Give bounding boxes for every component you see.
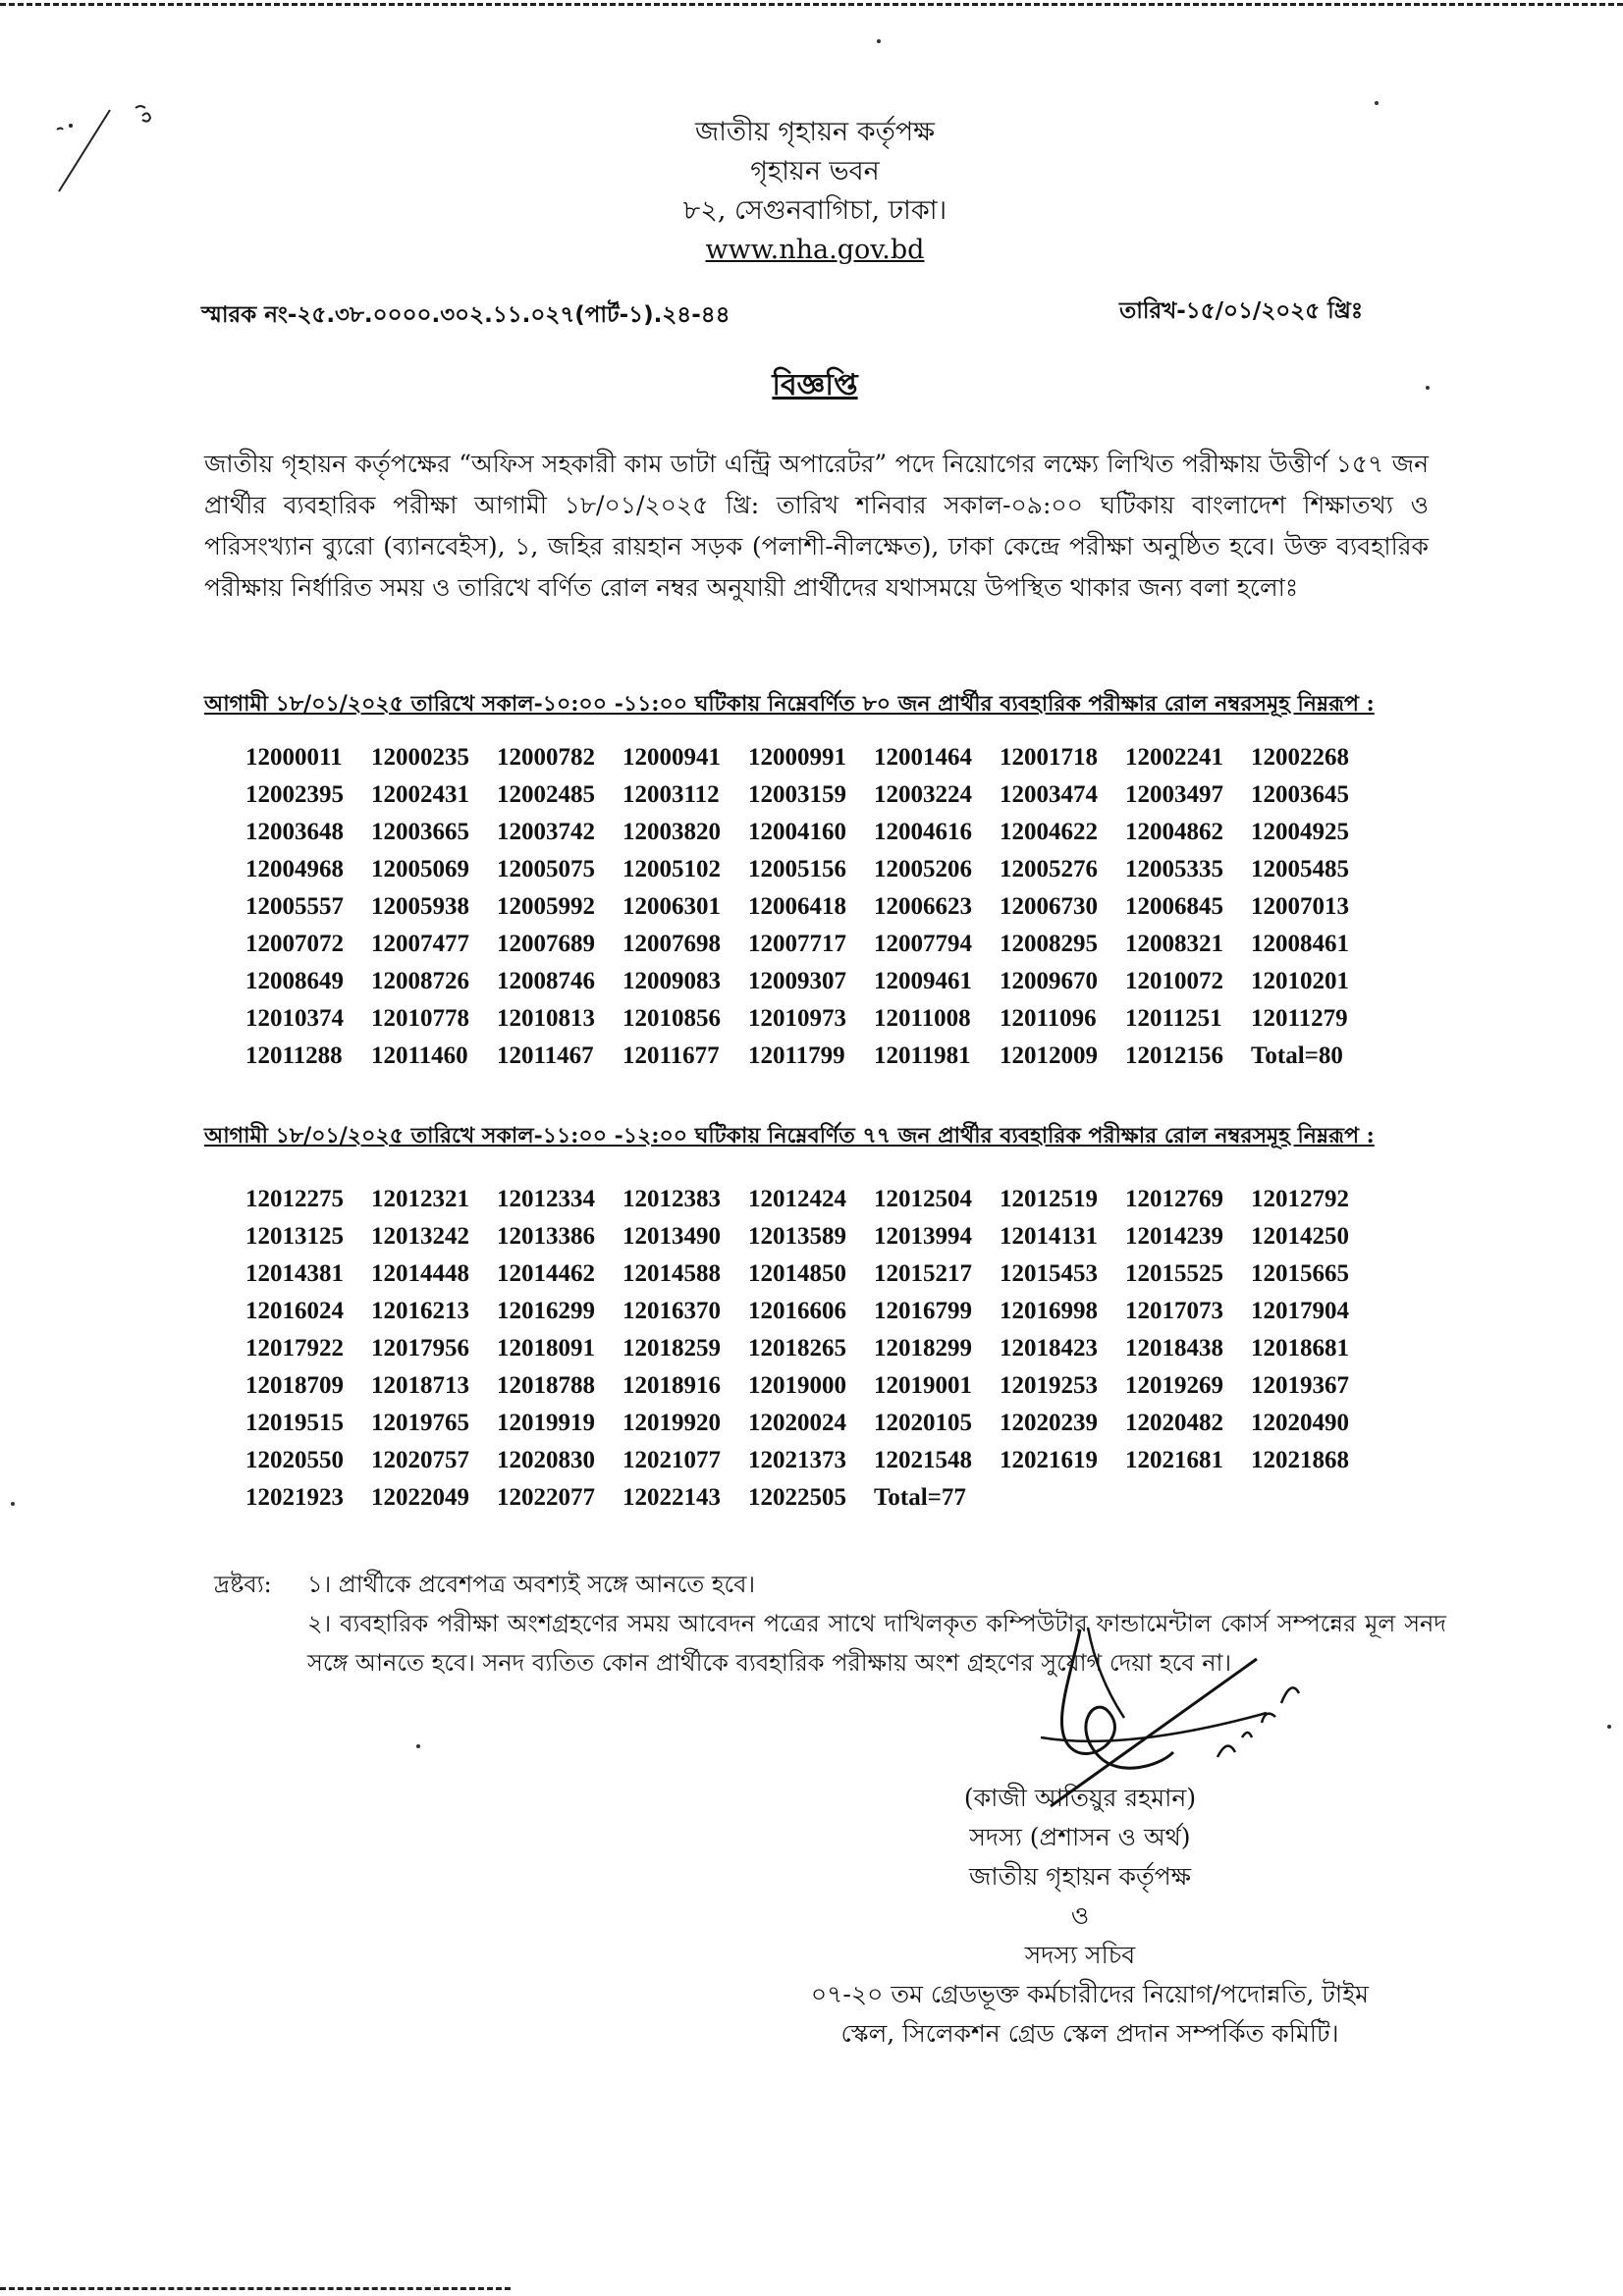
roll-number: 12021923: [245, 1484, 344, 1511]
section1-heading: আগামী ১৮/০১/২০২৫ তারিখে সকাল-১০:০০ -১১:০০ ঘটিকায় নিম্নেবর্ণিত ৮০ জন প্রার্থীর ব্যবহারিক পরীক্ষার রোল নম্বরসমূহ নিম্নরূপ :: [204, 691, 1375, 717]
roll-number: 12015525: [1125, 1260, 1223, 1287]
margin-scribble-mark: [49, 98, 167, 206]
roll-number: 12010856: [622, 1005, 721, 1032]
roll-number: 12011799: [748, 1042, 845, 1069]
roll-number: 12014239: [1125, 1223, 1223, 1250]
roll-number: 12003645: [1251, 781, 1349, 808]
roll-number: 12016370: [622, 1298, 721, 1324]
roll-number: 12018713: [371, 1372, 469, 1399]
roll-number: 12021077: [622, 1447, 721, 1473]
roll-number: 12018709: [245, 1372, 344, 1399]
roll-number: 12011279: [1251, 1005, 1348, 1032]
roll-number: 12021619: [1000, 1447, 1098, 1473]
roll-number: 12011096: [1000, 1005, 1097, 1032]
roll-number: 12003665: [371, 819, 469, 845]
roll-number: 12014131: [1000, 1223, 1098, 1250]
roll-number: 12017922: [245, 1335, 344, 1362]
committee-name: [785, 1975, 1394, 2054]
roll-number: 12018788: [497, 1372, 595, 1399]
roll-number: 12011008: [874, 1005, 971, 1032]
roll-number: 12008726: [371, 968, 469, 994]
roll-number: 12002431: [371, 781, 469, 808]
roll-number: 12019001: [874, 1372, 972, 1399]
roll-number: 12010778: [371, 1005, 469, 1032]
intro-paragraph: জাতীয় গৃহায়ন কর্তৃপক্ষের “অফিস সহকারী কাম ডাটা এন্ট্রি অপারেটর” পদে নিয়োগের লক্ষ্যে লিখিত পরীক্ষায় উত্তীর্ণ ১৫৭ জন প্রার্থীর ব্যবহারিক পরীক্ষা আগামী ১৮/০১/২০২৫ খ্রি: তারিখ শনিবার সকাল-০৯:০০ ঘটিকায় বাংলাদেশ শিক্ষাতথ্য ও পরিসংখ্যান ব্যুরো (ব্যানবেইস), ১, জহির রায়হান সড়ক (পলাশী-নীলক্ষেত), ঢাকা কেন্দ্রে পরীক্ষা অনুষ্ঠিত হবে। উক্ত ব্যবহারিক পরীক্ষায় নির্ধারিত সময় ও তারিখে বর্ণিত রোল নম্বর অনুযায়ী প্রার্থীদের যথাসময়ে উপস্থিত থাকার জন্য বলা হলোঃ: [204, 450, 1429, 602]
notice-date: তারিখ-১৫/০১/২০২৫ খ্রিঃ: [1119, 298, 1364, 324]
roll-number: 12016799: [874, 1298, 972, 1324]
roll-number: 12001464: [874, 744, 972, 771]
roll-number: 12007072: [245, 931, 344, 957]
roll-number: 12005485: [1251, 856, 1349, 882]
roll-number: 12019253: [1000, 1372, 1098, 1399]
roll-number: 12017904: [1251, 1298, 1349, 1324]
roll-number: 12020757: [371, 1447, 469, 1473]
roll-number: 12004160: [748, 819, 846, 845]
roll-number: 12003474: [1000, 781, 1098, 808]
roll-number: 12006623: [874, 893, 972, 920]
roll-number: 12012383: [622, 1186, 721, 1212]
roll-number: 12004862: [1125, 819, 1223, 845]
scan-speck: [877, 39, 881, 43]
roll-number: 12009461: [874, 968, 972, 994]
roll-number: 12012156: [1125, 1042, 1223, 1069]
roll-number: 12022049: [371, 1484, 469, 1511]
roll-number: 12021681: [1125, 1447, 1223, 1473]
roll-number: 12018423: [1000, 1335, 1098, 1362]
roll-number: 12008649: [245, 968, 344, 994]
roll-number: 12007698: [622, 931, 721, 957]
roll-number: 12004925: [1251, 819, 1349, 845]
scan-speck: [1426, 386, 1430, 390]
roll-number: 12012424: [748, 1186, 846, 1212]
roll-number: 12022077: [497, 1484, 595, 1511]
roll-number: 12010813: [497, 1005, 595, 1032]
signatory-org: জাতীয় গৃহায়ন কর্তৃপক্ষ: [968, 1862, 1192, 1891]
section2-roll-list: [245, 1183, 1384, 1515]
roll-number: 12012792: [1251, 1186, 1349, 1212]
roll-number: 12014381: [245, 1260, 344, 1287]
roll-number: 12007013: [1251, 893, 1349, 920]
roll-number: 12000782: [497, 744, 595, 771]
roll-number: 12008295: [1000, 931, 1098, 957]
roll-number: 12006730: [1000, 893, 1098, 920]
roll-number: 12014850: [748, 1260, 846, 1287]
roll-number: 12012504: [874, 1186, 972, 1212]
roll-number: 12019920: [622, 1410, 721, 1436]
roll-number: 12019269: [1125, 1372, 1223, 1399]
scan-speck: [11, 1502, 15, 1506]
note-item-1: ১। প্রার্থীকে প্রবেশপত্র অবশ্যই সঙ্গে আনতে হবে।: [307, 1571, 756, 1598]
roll-number: 12005156: [748, 856, 846, 882]
roll-number: 12022505: [748, 1484, 846, 1511]
roll-total: Total=80: [1251, 1042, 1343, 1069]
roll-number: 12016299: [497, 1298, 595, 1324]
roll-number: 12022143: [622, 1484, 721, 1511]
roll-number: 12018091: [497, 1335, 595, 1362]
roll-number: 12008321: [1125, 931, 1223, 957]
roll-number: 12021868: [1251, 1447, 1349, 1473]
roll-number: 12009083: [622, 968, 721, 994]
roll-number: 12011981: [874, 1042, 971, 1069]
section2-heading: আগামী ১৮/০১/২০২৫ তারিখে সকাল-১১:০০ -১২:০০ ঘটিকায় নিম্নেবর্ণিত ৭৭ জন প্রার্থীর ব্যবহারিক পরীক্ষার রোল নম্বরসমূহ নিম্নরূপ :: [204, 1123, 1375, 1148]
roll-number: 12003820: [622, 819, 721, 845]
signature-block: [844, 1779, 1316, 1975]
roll-number: 12000235: [371, 744, 469, 771]
roll-number: 12014588: [622, 1260, 721, 1287]
roll-number: 12005102: [622, 856, 721, 882]
roll-number: 12015453: [1000, 1260, 1098, 1287]
roll-number: 12016024: [245, 1298, 344, 1324]
roll-number: 12018916: [622, 1372, 721, 1399]
roll-number: 12006418: [748, 893, 846, 920]
roll-number: 12004616: [874, 819, 972, 845]
roll-number: 12016213: [371, 1298, 469, 1324]
committee-line-2: স্কেল, সিলেকশন গ্রেড স্কেল প্রদান সম্পর্কিত কমিটি।: [840, 2019, 1339, 2048]
roll-number: 12012321: [371, 1186, 469, 1212]
roll-number: 12016998: [1000, 1298, 1098, 1324]
roll-number: 12005069: [371, 856, 469, 882]
roll-number: 12003742: [497, 819, 595, 845]
roll-number: 12013125: [245, 1223, 344, 1250]
roll-number: 12019000: [748, 1372, 846, 1399]
note-item-2: ২। ব্যবহারিক পরীক্ষা অংশগ্রহণের সময় আবেদন পত্রের সাথে দাখিলকৃত কম্পিউটার ফান্ডামেন্টাল কোর্স সম্পন্নের মূল সনদ সঙ্গে আনতে হবে। সনদ ব্যতিত কোন প্রার্থীকে ব্যবহারিক পরীক্ষায় অংশ গ্রহণের সুযোগ দেয়া হবে না।: [307, 1610, 1446, 1677]
roll-number: 12008461: [1251, 931, 1349, 957]
roll-number: 12006301: [622, 893, 721, 920]
address: ৮২, সেগুনবাগিচা, ঢাকা।: [682, 195, 947, 226]
roll-number: 12020024: [748, 1410, 846, 1436]
roll-number: 12016606: [748, 1298, 846, 1324]
roll-number: 12013589: [748, 1223, 846, 1250]
roll-number: 12020490: [1251, 1410, 1349, 1436]
roll-number: 12011677: [622, 1042, 720, 1069]
roll-number: 12017956: [371, 1335, 469, 1362]
roll-number: 12011467: [497, 1042, 594, 1069]
roll-number: 12018438: [1125, 1335, 1223, 1362]
roll-number: 12009670: [1000, 968, 1098, 994]
scan-speck: [416, 1744, 420, 1748]
roll-total: Total=77: [874, 1484, 966, 1511]
roll-number: 12005206: [874, 856, 972, 882]
roll-number: 12001718: [1000, 744, 1098, 771]
roll-number: 12005557: [245, 893, 344, 920]
roll-number: 12002485: [497, 781, 595, 808]
signatory-and: ও: [1070, 1901, 1090, 1930]
notice-title: বিজ্ঞপ্তি: [772, 368, 858, 402]
roll-number: 12018681: [1251, 1335, 1349, 1362]
roll-number: 12019765: [371, 1410, 469, 1436]
committee-line-1: ০৭-২০ তম গ্রেডভূক্ত কর্মচারীদের নিয়োগ/পদোন্নতি, টাইম: [810, 1980, 1370, 2008]
roll-number: 12013242: [371, 1223, 469, 1250]
roll-number: 12002268: [1251, 744, 1349, 771]
roll-number: 12011251: [1125, 1005, 1222, 1032]
roll-number: 12012009: [1000, 1042, 1098, 1069]
scan-speck: [1375, 101, 1379, 105]
roll-number: 12020239: [1000, 1410, 1098, 1436]
roll-number: 12018299: [874, 1335, 972, 1362]
bottom-border-line: [0, 2287, 511, 2294]
roll-number: 12014250: [1251, 1223, 1349, 1250]
roll-number: 12007477: [371, 931, 469, 957]
letterhead: [589, 113, 1041, 270]
roll-number: 12003112: [622, 781, 720, 808]
roll-number: 12000991: [748, 744, 846, 771]
roll-number: 12018259: [622, 1335, 721, 1362]
roll-number: 12005276: [1000, 856, 1098, 882]
roll-number: 12010973: [748, 1005, 846, 1032]
roll-number: 12010201: [1251, 968, 1349, 994]
section1-roll-list: [245, 741, 1384, 1073]
roll-number: 12021548: [874, 1447, 972, 1473]
roll-number: 12019515: [245, 1410, 344, 1436]
roll-number: 12007717: [748, 931, 846, 957]
org-name: জাতীয় গৃহায়ন কর্তৃপক্ষ: [694, 117, 936, 147]
roll-number: 12003159: [748, 781, 846, 808]
roll-number: 12017073: [1125, 1298, 1223, 1324]
roll-number: 12015665: [1251, 1260, 1349, 1287]
signatory-role: সদস্য সচিব: [1024, 1941, 1136, 1969]
roll-number: 12005992: [497, 893, 595, 920]
roll-number: 12003648: [245, 819, 344, 845]
roll-number: 12010072: [1125, 968, 1223, 994]
roll-number: 12003497: [1125, 781, 1223, 808]
roll-number: 12013994: [874, 1223, 972, 1250]
roll-number: 12020105: [874, 1410, 972, 1436]
roll-number: 12006845: [1125, 893, 1223, 920]
roll-number: 12002395: [245, 781, 344, 808]
scan-speck: [1607, 1725, 1611, 1729]
roll-number: 12020830: [497, 1447, 595, 1473]
website-link[interactable]: www.nha.gov.bd: [705, 235, 925, 265]
roll-number: 12005075: [497, 856, 595, 882]
roll-number: 12014448: [371, 1260, 469, 1287]
roll-number: 12004622: [1000, 819, 1098, 845]
roll-number: 12005938: [371, 893, 469, 920]
roll-number: 12005335: [1125, 856, 1223, 882]
signatory-name: (কাজী আতিয়ুর রহমান): [963, 1784, 1197, 1812]
roll-number: 12003224: [874, 781, 972, 808]
memo-number: স্মারক নং-২৫.৩৮.০০০০.৩০২.১১.০২৭(পার্ট-১).২৪-৪৪: [201, 302, 730, 328]
roll-number: 12000941: [622, 744, 721, 771]
roll-number: 12019367: [1251, 1372, 1349, 1399]
roll-number: 12015217: [874, 1260, 972, 1287]
top-border-line: [0, 3, 1623, 10]
roll-number: 12004968: [245, 856, 344, 882]
roll-number: 12011288: [245, 1042, 343, 1069]
signatory-title: সদস্য (প্রশাসন ও অর্থ): [969, 1823, 1191, 1851]
roll-number: 12012275: [245, 1186, 344, 1212]
roll-number: 12010374: [245, 1005, 344, 1032]
roll-number: 12007794: [874, 931, 972, 957]
roll-number: 12007689: [497, 931, 595, 957]
roll-number: 12012334: [497, 1186, 595, 1212]
roll-number: 12000011: [245, 744, 343, 771]
roll-number: 12013386: [497, 1223, 595, 1250]
roll-number: 12008746: [497, 968, 595, 994]
notes-label: দ্রষ্টব্য:: [214, 1571, 272, 1598]
roll-number: 12013490: [622, 1223, 721, 1250]
roll-number: 12018265: [748, 1335, 846, 1362]
roll-number: 12011460: [371, 1042, 468, 1069]
roll-number: 12009307: [748, 968, 846, 994]
roll-number: 12012769: [1125, 1186, 1223, 1212]
roll-number: 12020550: [245, 1447, 344, 1473]
roll-number: 12014462: [497, 1260, 595, 1287]
roll-number: 12021373: [748, 1447, 846, 1473]
roll-number: 12019919: [497, 1410, 595, 1436]
roll-number: 12020482: [1125, 1410, 1223, 1436]
building-name: গৃহায়ন ভবন: [750, 156, 880, 187]
roll-number: 12012519: [1000, 1186, 1098, 1212]
roll-number: 12002241: [1125, 744, 1223, 771]
